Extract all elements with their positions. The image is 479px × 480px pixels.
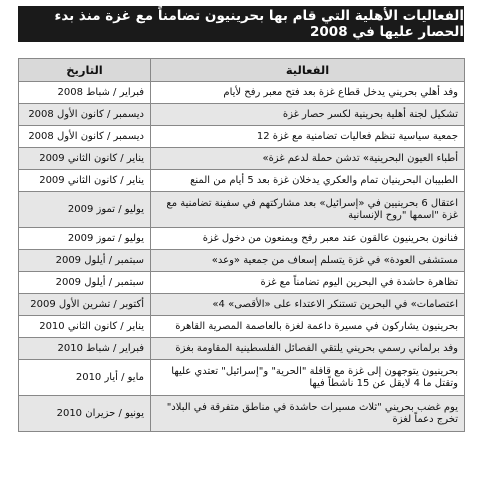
table-row [19,192,465,228]
table-row [19,104,465,126]
header-date: التاريخ [19,59,151,82]
event-cell: الطبيبان البحرينيان تمام والعكري يدخلان غزة بعد 5 أيام من المنع [151,170,465,192]
table-row [19,228,465,250]
event-cell: وفد أهلي بحريني يدخل قطاع غزة بعد فتح معبر رفح لأيام [151,82,465,104]
table-row [19,360,465,396]
event-cell: فنانون بحرينيون عالقون عند معبر رفح ويمنعون من دخول غزة [151,228,465,250]
table-row [19,294,465,316]
date-cell: أكتوبر / تشرين الأول 2009 [19,294,151,316]
date-cell: يناير / كانون الثاني 2010 [19,316,151,338]
date-cell: سبتمبر / أيلول 2009 [19,250,151,272]
table-row [19,170,465,192]
table-row [19,148,465,170]
table-body [19,82,465,432]
table-row [19,126,465,148]
table-row [19,82,465,104]
date-cell: يوليو / تموز 2009 [19,228,151,250]
date-cell: فبراير / شباط 2008 [19,82,151,104]
date-cell: يونيو / حزيران 2010 [19,396,151,432]
table-row [19,272,465,294]
event-cell: اعتصامات» في البحرين تستنكر الاعتداء على «الأقصى» 4» [151,294,465,316]
date-cell: يناير / كانون الثاني 2009 [19,170,151,192]
date-cell: سبتمبر / أيلول 2009 [19,272,151,294]
events-table [18,58,465,432]
date-cell: ديسمبر / كانون الأول 2008 [19,104,151,126]
event-cell: اعتقال 6 بحرينيين في «إسرائيل» بعد مشاركتهم في سفينة تضامنية مع غزة "اسمها "روح الإنسانية [151,192,465,228]
table-row [19,338,465,360]
date-cell: ديسمبر / كانون الأول 2008 [19,126,151,148]
header-event: الفعالية [151,59,465,82]
event-cell: جمعية سياسية تنظم فعاليات تضامنية مع غزة 12 [151,126,465,148]
event-cell: وفد برلماني رسمي بحريني يلتقي الفصائل الفلسطينية المقاومة بغزة [151,338,465,360]
date-cell: مايو / أيار 2010 [19,360,151,396]
event-cell: يوم غضب بحريني "ثلاث مسيرات حاشدة في مناطق متفرقة في البلاد" تخرج دعماً لغزة [151,396,465,432]
event-cell: بحرينيون يتوجهون إلى غزة مع قافلة "الحرية" و"إسرائيل" تعتدي عليها وتقتل ما 4 لايقل عن 15 ناشطاً فيها [151,360,465,396]
table-row [19,250,465,272]
page-title: الفعاليات الأهلية التي قام بها بحرينيون تضامناً مع غزة منذ بدء الحصار عليها في 2008 [18,6,464,42]
date-cell: يناير / كانون الثاني 2009 [19,148,151,170]
table-header-row [19,59,465,82]
event-cell: تظاهرة حاشدة في البحرين اليوم تضامناً مع غزة [151,272,465,294]
event-cell: بحرينيون يشاركون في مسيرة داعمة لغزة بالعاصمة المصرية القاهرة [151,316,465,338]
table-row [19,396,465,432]
event-cell: مستشفى العودة» في غزة يتسلم إسعاف من جمعية «وعد» [151,250,465,272]
table-row [19,316,465,338]
event-cell: تشكيل لجنة أهلية بحرينية لكسر حصار غزة [151,104,465,126]
event-cell: أطباء العيون البحرينية» تدشن حملة لدعم غزة» [151,148,465,170]
date-cell: فبراير / شباط 2010 [19,338,151,360]
date-cell: يوليو / تموز 2009 [19,192,151,228]
